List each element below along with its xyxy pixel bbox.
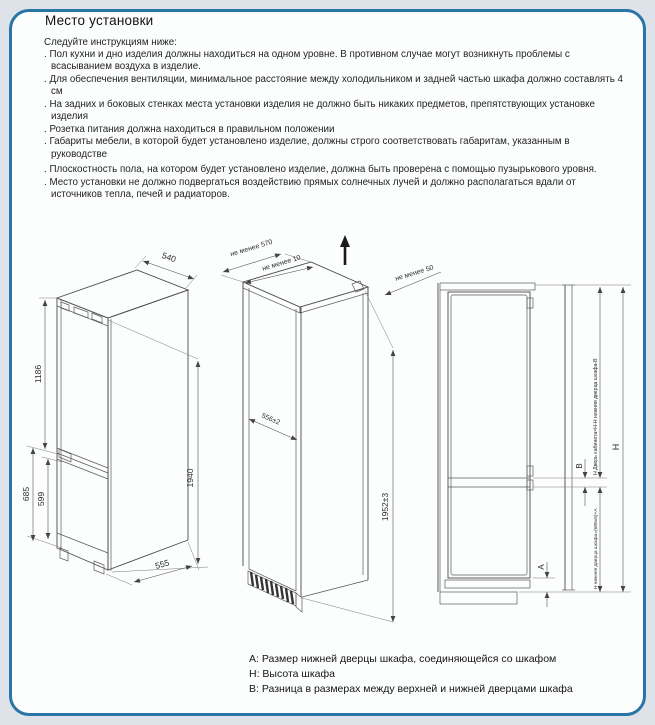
dim-599-label: 599 bbox=[36, 491, 46, 507]
niche-isometric-diagram bbox=[215, 235, 450, 635]
instruction-item: . Для обеспечения вентиляции, минимальное расстояние между холодильником и задней частью шкафа должно составлять 4 см bbox=[44, 73, 623, 98]
instruction-item: . Место установки не должно подвергаться воздействию прямых солнечных лучей и должно располагаться вдали от источников тепла, печей и радиаторов. bbox=[44, 176, 576, 200]
legend-line-b: B: Разница в размерах между верхней и нижней дверцами шкафа bbox=[249, 683, 573, 696]
legend-line-a: A: Размер нижней дверцы шкафа, соединяющейся со шкафом bbox=[249, 653, 557, 665]
fridge-isometric-diagram bbox=[22, 240, 232, 640]
instruction-item: . Плоскостность пола, на котором будет установлено изделие, должна быть проверена с помощью пузырькового уровня. bbox=[44, 163, 597, 175]
label-h: Н bbox=[611, 443, 621, 451]
instructions-list bbox=[44, 49, 624, 201]
niche-body bbox=[243, 262, 368, 612]
min-clearance-label: не менее 50 bbox=[394, 264, 435, 283]
instruction-item: . Пол кухни и дно изделия должны находиться на одном уровне. В противном случае могут возникнуть проблемы с всасыванием воздуха в изделие. bbox=[44, 49, 570, 73]
up-arrow-icon bbox=[340, 235, 350, 265]
niche-dimensions bbox=[221, 239, 441, 622]
fridge-dimensions bbox=[21, 250, 208, 585]
instructions-intro: Следуйте инструкциям ниже: bbox=[44, 37, 177, 48]
dim-1940-label: 1940 bbox=[185, 468, 195, 488]
page-title: Место установки bbox=[45, 13, 154, 28]
instruction-item: . Габариты мебели, в которой будет установлено изделие, должны строго соответствовать габаритам, указанным в руководстве bbox=[44, 136, 570, 160]
formula-upper-door: Н Дверь кабинета=Н-Н нижняя дверца шкафа-В bbox=[593, 358, 599, 475]
min-gap-label: не менее 10 bbox=[261, 254, 302, 273]
niche-width-label: 556±2 bbox=[260, 412, 281, 427]
dim-555-label: 555 bbox=[153, 557, 171, 571]
dim-540-label: 540 bbox=[160, 250, 178, 265]
cabinet-front-diagram bbox=[435, 275, 640, 635]
min-depth-label: не менее 570 bbox=[229, 238, 274, 259]
niche-height-label: 1952±3 bbox=[380, 492, 390, 522]
formula-lower-door: Н нижняя дверца шкафа=(685±5)+А bbox=[594, 508, 599, 589]
instruction-item: . Розетка питания должна находиться в правильном положении bbox=[44, 123, 335, 135]
legend-line-h: H: Высота шкафа bbox=[249, 668, 335, 681]
dim-1186-label: 1186 bbox=[33, 364, 43, 384]
label-b: B bbox=[575, 463, 584, 469]
cabinet-body bbox=[438, 283, 575, 604]
label-a: A bbox=[537, 564, 546, 570]
instruction-item: . На задних и боковых стенках места установки изделия не должно быть никаких предметов, препятствующих установке изделия bbox=[44, 98, 595, 123]
fridge-body bbox=[57, 270, 188, 574]
cabinet-dimensions bbox=[519, 285, 631, 607]
legend bbox=[249, 652, 573, 698]
dim-685-label: 685 bbox=[21, 486, 31, 502]
